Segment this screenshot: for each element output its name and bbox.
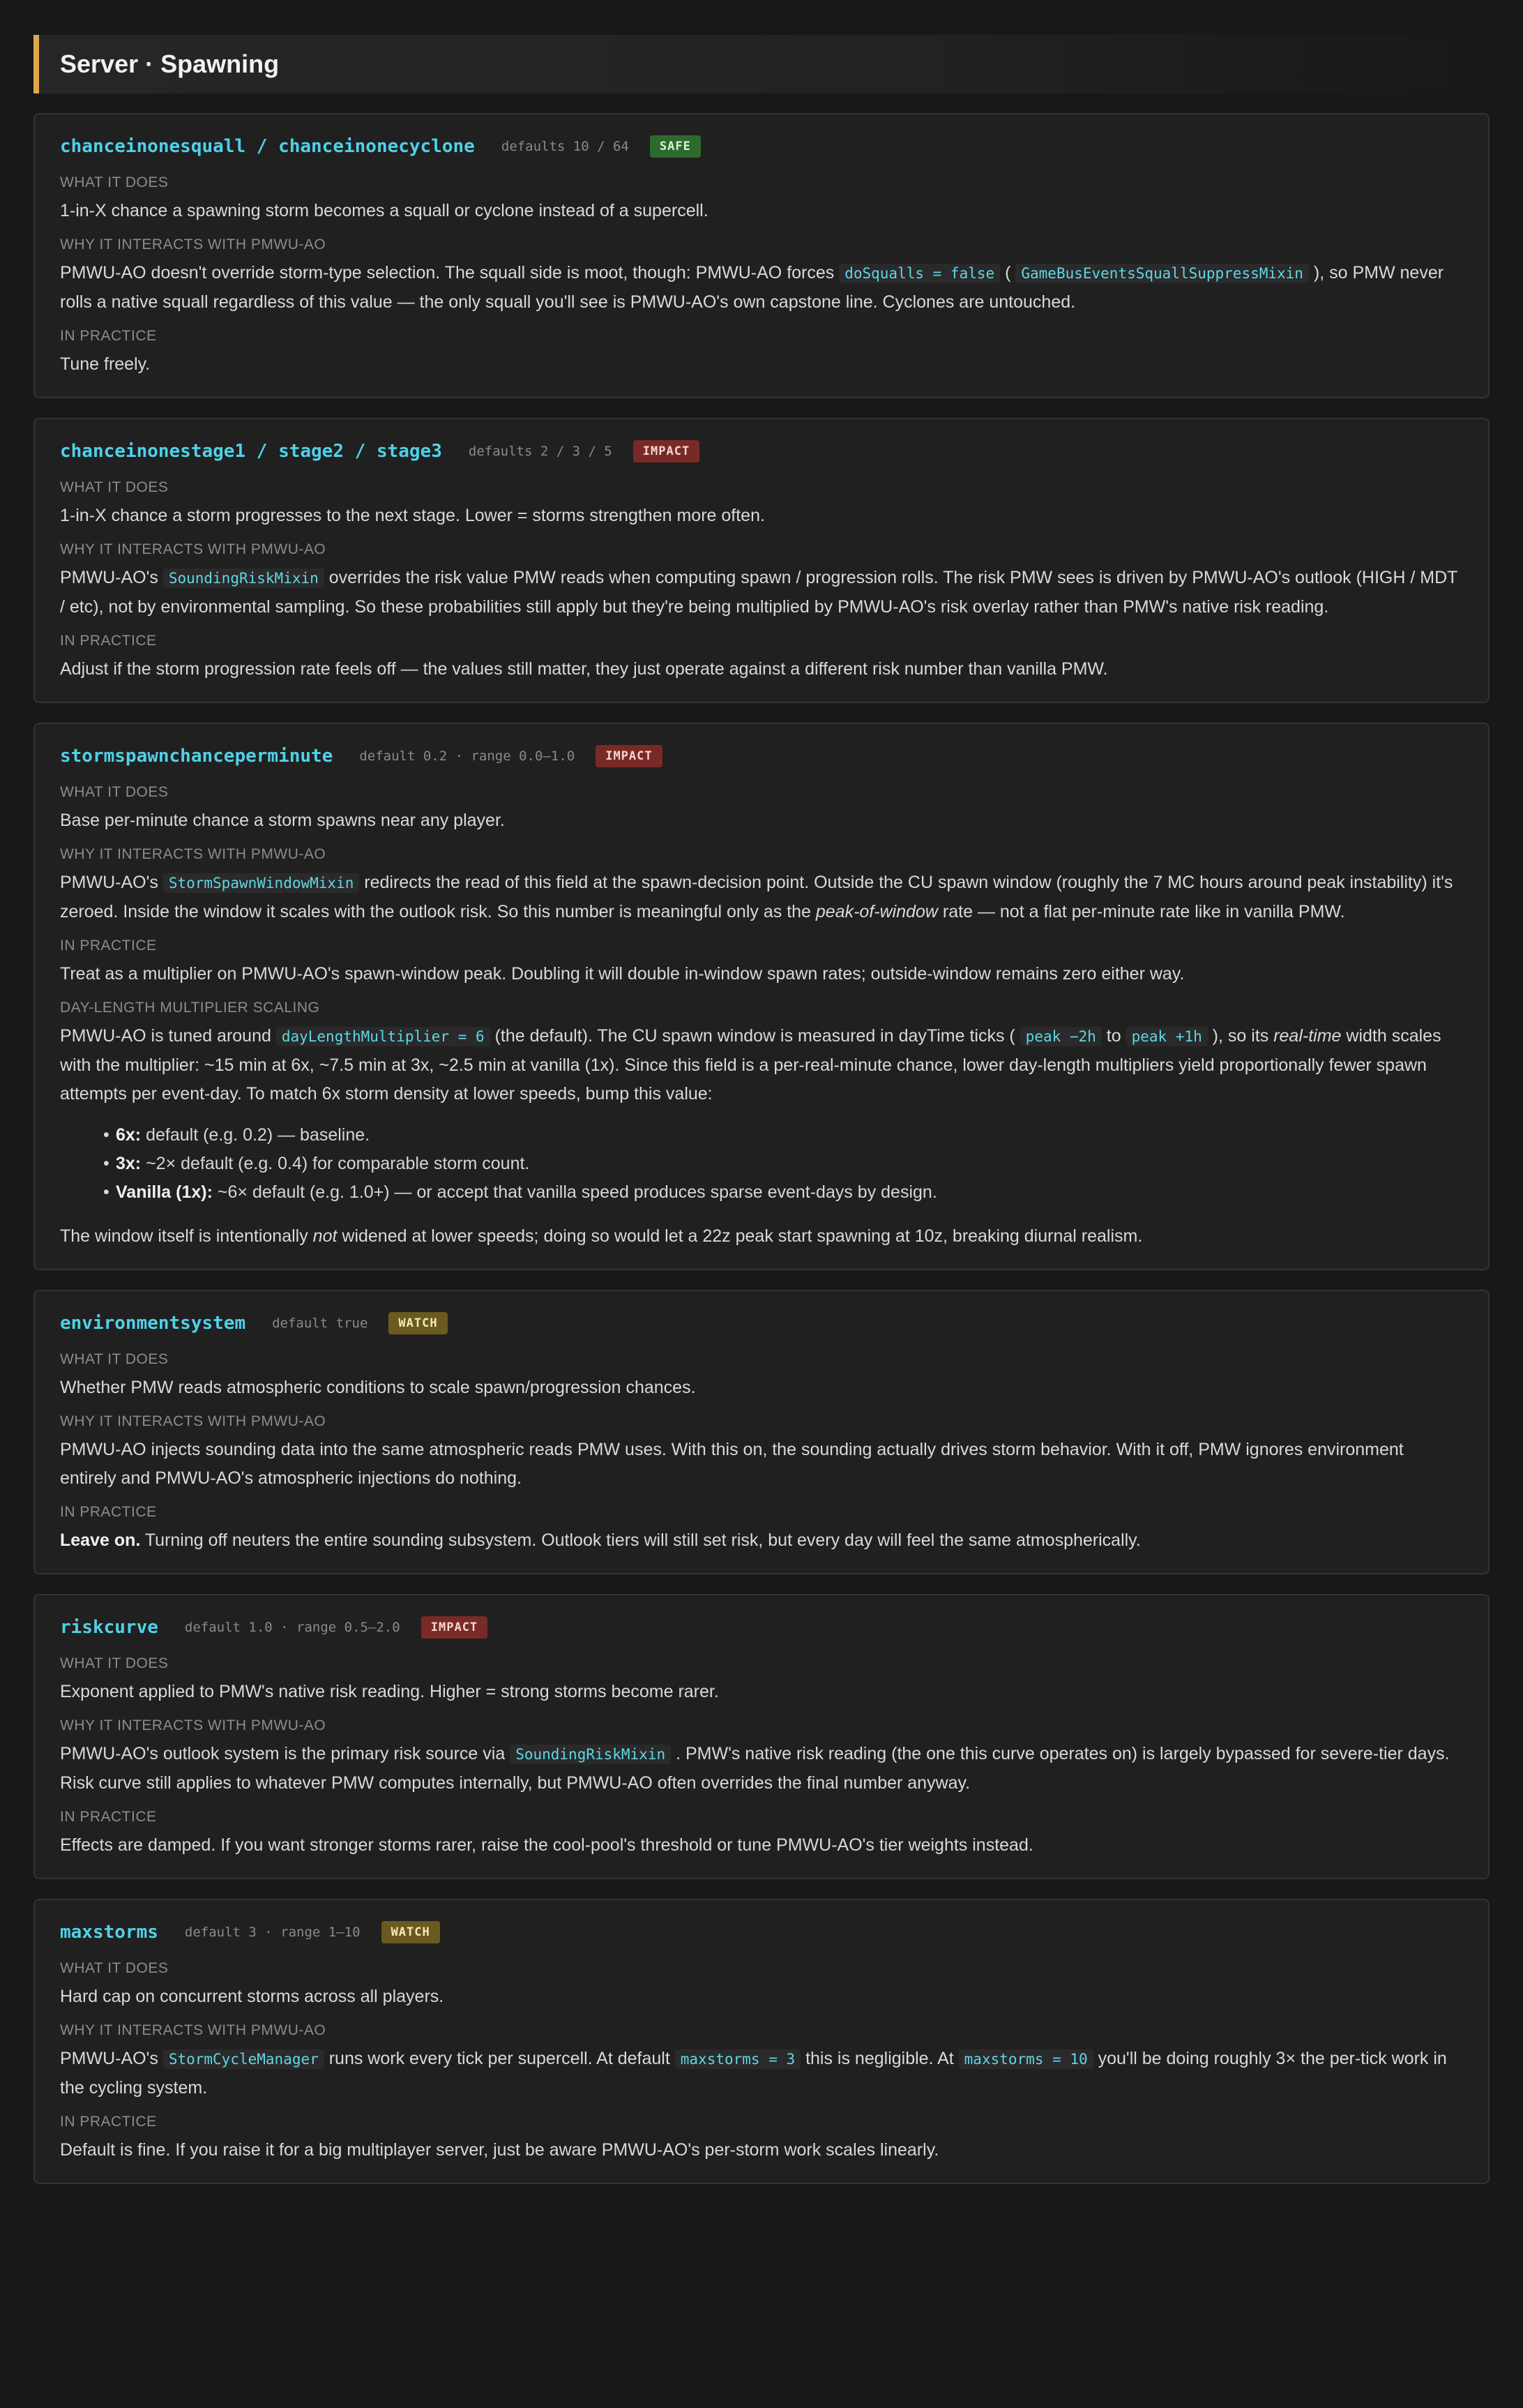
setting-name: chanceinonestage1 / stage2 / stage3	[60, 441, 442, 462]
practice-text: Default is fine. If you raise it for a big multiplayer server, just be aware PMWU-AO's per-storm work scales linearly.	[60, 2140, 939, 2160]
practice-label: IN PRACTICE	[60, 633, 157, 649]
what-text: Whether PMW reads atmospheric conditions to scale spawn/progression chances.	[60, 1378, 696, 1397]
code-snippet: SoundingRiskMixin	[510, 1745, 671, 1764]
status-badge: IMPACT	[596, 745, 662, 767]
practice-text: Treat as a multiplier on PMWU-AO's spawn-window peak. Doubling it will double in-window spawn rates; outside-window remains zero either way.	[60, 964, 1185, 984]
code-snippet: doSqualls = false	[839, 264, 1000, 283]
what-text: Hard cap on concurrent storms across all players.	[60, 1987, 444, 2006]
what-text: 1-in-X chance a spawning storm becomes a squall or cyclone instead of a supercell.	[60, 201, 709, 220]
multiplier-list	[60, 1121, 1463, 1207]
practice-text: Leave on. Turning off neuters the entire sounding subsystem. Outlook tiers will still set risk, but every day will feel the same atmospherically.	[60, 1530, 1141, 1550]
setting-defaults: defaults 2 / 3 / 5	[468, 444, 612, 459]
practice-label: IN PRACTICE	[60, 1809, 157, 1825]
practice-text: Effects are damped. If you want stronger storms rarer, raise the cool-pool's threshold or tune PMWU-AO's tier weights instead.	[60, 1835, 1033, 1855]
window-note: The window itself is intentionally not widened at lower speeds; doing so would let a 22z peak start spawning at 10z, breaking diurnal realism.	[60, 1226, 1143, 1246]
code-snippet: SoundingRiskMixin	[163, 569, 324, 588]
why-label: WHY IT INTERACTS WITH PMWU-AO	[60, 1717, 326, 1733]
practice-text: Adjust if the storm progression rate feels off — the values still matter, they just operate against a different risk number than vanilla PMW.	[60, 659, 1108, 679]
setting-defaults: default 3 · range 1–10	[184, 1925, 361, 1940]
section-title	[33, 35, 1490, 93]
what-label: WHAT IT DOES	[60, 784, 169, 800]
code-snippet: maxstorms = 10	[959, 2049, 1093, 2069]
setting-defaults: defaults 10 / 64	[501, 139, 629, 154]
status-badge: WATCH	[381, 1921, 440, 1943]
setting-name: riskcurve	[60, 1617, 158, 1638]
why-label: WHY IT INTERACTS WITH PMWU-AO	[60, 541, 326, 557]
setting-card-environment-system	[33, 1290, 1490, 1574]
why-text: PMWU-AO's outlook system is the primary risk source via SoundingRiskMixin . PMW's native risk reading (the one this curve operates on) is largely bypassed for severe-tier days. Risk curve still applies to whatever PMW computes internally, but PMWU-AO often overrides the final number anyway.	[60, 1744, 1450, 1793]
what-text: Base per-minute chance a storm spawns near any player.	[60, 811, 505, 830]
what-label: WHAT IT DOES	[60, 174, 169, 190]
code-snippet: StormSpawnWindowMixin	[163, 873, 360, 893]
code-snippet: peak +1h	[1126, 1027, 1208, 1046]
setting-defaults: default true	[272, 1316, 368, 1331]
setting-card-stage-chance	[33, 418, 1490, 703]
status-badge: WATCH	[388, 1312, 447, 1334]
code-snippet: dayLengthMultiplier = 6	[276, 1027, 490, 1046]
why-text: PMWU-AO's StormCycleManager runs work every tick per supercell. At default maxstorms = 3 this is negligible. At maxstorms = 10 you'll be doing roughly 3× the per-tick work in the cycling system.	[60, 2049, 1447, 2098]
what-label: WHAT IT DOES	[60, 1655, 169, 1671]
what-label: WHAT IT DOES	[60, 479, 169, 495]
practice-text: Tune freely.	[60, 354, 151, 374]
list-item: • 6x: default (e.g. 0.2) — baseline.	[116, 1121, 1463, 1150]
list-item: • Vanilla (1x): ~6× default (e.g. 1.0+) — or accept that vanilla speed produces sparse event-days by design.	[116, 1178, 1463, 1207]
status-badge: IMPACT	[633, 440, 699, 462]
why-label: WHY IT INTERACTS WITH PMWU-AO	[60, 1413, 326, 1429]
practice-label: IN PRACTICE	[60, 1504, 157, 1520]
daylength-text: PMWU-AO is tuned around dayLengthMultiplier = 6 (the default). The CU spawn window is measured in dayTime ticks ( peak −2h to peak +1h ), so its real-time width scales with the multiplier: ~15 min at 6x, ~7.5 min at 3x, ~2.5 min at vanilla (1x). Since this field is a per-real-minute chance, lower day-length multipliers yield proportionally fewer spawn attempts per event-day. To match 6x storm density at lower speeds, bump this value:	[60, 1026, 1441, 1104]
why-label: WHY IT INTERACTS WITH PMWU-AO	[60, 2022, 326, 2038]
what-label: WHAT IT DOES	[60, 1960, 169, 1976]
practice-label: IN PRACTICE	[60, 2114, 157, 2130]
setting-name: chanceinonesquall / chanceinonecyclone	[60, 136, 475, 157]
why-text: PMWU-AO's SoundingRiskMixin overrides the risk value PMW reads when computing spawn / progression rolls. The risk PMW sees is driven by PMWU-AO's outlook (HIGH / MDT / etc), not by environmental sampling. So these probabilities still apply but they're being multiplied by PMWU-AO's risk overlay rather than PMW's native risk reading.	[60, 568, 1457, 617]
practice-label: IN PRACTICE	[60, 938, 157, 954]
setting-card-max-storms	[33, 1899, 1490, 2184]
setting-name: stormspawnchanceperminute	[60, 746, 333, 767]
status-badge: SAFE	[650, 135, 701, 158]
setting-defaults: default 0.2 · range 0.0–1.0	[359, 748, 575, 764]
why-text: PMWU-AO doesn't override storm-type selection. The squall side is moot, though: PMWU-AO forces doSqualls = false ( GameBusEventsSquallSuppressMixin ), so PMW never rolls a native squall regardless of this value — the only squall you'll see is PMWU-AO's own capstone line. Cyclones are untouched.	[60, 263, 1444, 312]
setting-defaults: default 1.0 · range 0.5–2.0	[184, 1620, 400, 1635]
setting-card-storm-spawn-chance	[33, 723, 1490, 1270]
code-snippet: GameBusEventsSquallSuppressMixin	[1015, 264, 1309, 283]
why-text: PMWU-AO's StormSpawnWindowMixin redirects the read of this field at the spawn-decision point. Outside the CU spawn window (roughly the 7 MC hours around peak instability) it's zeroed. Inside the window it scales with the outlook risk. So this number is meaningful only as the peak-of-window rate — not a flat per-minute rate like in vanilla PMW.	[60, 873, 1453, 921]
what-text: Exponent applied to PMW's native risk reading. Higher = strong storms become rarer.	[60, 1682, 719, 1701]
what-label: WHAT IT DOES	[60, 1351, 169, 1367]
why-text: PMWU-AO injects sounding data into the same atmospheric reads PMW uses. With this on, the sounding actually drives storm behavior. With it off, PMW ignores environment entirely and PMWU-AO's atmospheric injections do nothing.	[60, 1440, 1404, 1488]
code-snippet: peak −2h	[1020, 1027, 1102, 1046]
why-label: WHY IT INTERACTS WITH PMWU-AO	[60, 846, 326, 862]
code-snippet: StormCycleManager	[163, 2049, 324, 2069]
status-badge: IMPACT	[421, 1616, 487, 1639]
what-text: 1-in-X chance a storm progresses to the next stage. Lower = storms strengthen more often.	[60, 506, 765, 525]
practice-label: IN PRACTICE	[60, 328, 157, 344]
code-snippet: maxstorms = 3	[675, 2049, 801, 2069]
setting-name: environmentsystem	[60, 1313, 246, 1334]
why-label: WHY IT INTERACTS WITH PMWU-AO	[60, 236, 326, 253]
daylength-label: DAY-LENGTH MULTIPLIER SCALING	[60, 1000, 320, 1016]
setting-card-squall-cyclone	[33, 113, 1490, 398]
section-title-text: Server · Spawning	[60, 50, 280, 78]
setting-name: maxstorms	[60, 1922, 158, 1943]
setting-card-risk-curve	[33, 1594, 1490, 1879]
list-item: • 3x: ~2× default (e.g. 0.4) for comparable storm count.	[116, 1150, 1463, 1178]
